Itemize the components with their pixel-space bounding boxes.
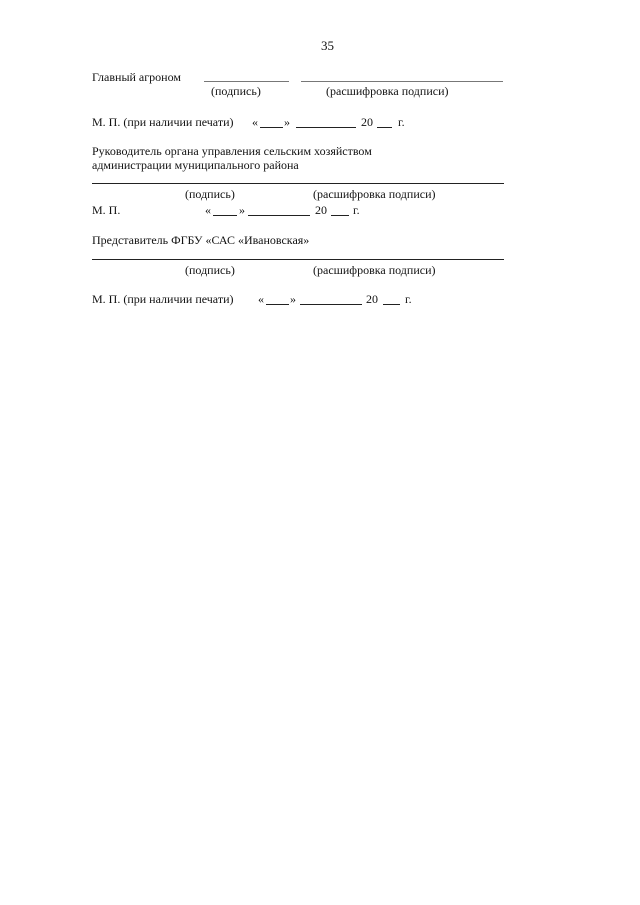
agronomist-decode-line xyxy=(301,81,503,82)
head-date-month-blank xyxy=(248,215,310,216)
date2-open-quote: « xyxy=(258,292,264,306)
rep-role-label: Представитель ФГБУ «САС «Ивановская» xyxy=(92,233,310,247)
head-role-line-1: Руководитель органа управления сельским хозяйством xyxy=(92,144,372,158)
date-close-quote: » xyxy=(284,115,290,129)
agronomist-role-label: Главный агроном xyxy=(92,70,181,84)
date2-close-quote: » xyxy=(290,292,296,306)
head-role-line-2: администрации муниципального района xyxy=(92,158,299,172)
head-sign-caption: (подпись) xyxy=(185,187,235,201)
agronomist-decode-caption: (расшифровка подписи) xyxy=(326,84,449,98)
rep-decode-caption: (расшифровка подписи) xyxy=(313,263,436,277)
stamp-label-2: М. П. (при наличии печати) xyxy=(92,292,234,306)
date-open-quote: « xyxy=(252,115,258,129)
date2-year-prefix: 20 xyxy=(366,292,378,306)
head-date-day-blank xyxy=(213,215,237,216)
date-year-blank xyxy=(377,127,392,128)
head-date-close-quote: » xyxy=(239,203,245,217)
head-date-year-suffix: г. xyxy=(353,203,360,217)
head-signature-line xyxy=(92,183,504,184)
head-stamp-label: М. П. xyxy=(92,203,121,217)
date2-year-suffix: г. xyxy=(405,292,412,306)
date2-day-blank xyxy=(266,304,289,305)
agronomist-sign-caption: (подпись) xyxy=(211,84,261,98)
head-date-open-quote: « xyxy=(205,203,211,217)
rep-sign-caption: (подпись) xyxy=(185,263,235,277)
date-year-suffix: г. xyxy=(398,115,405,129)
rep-signature-line xyxy=(92,259,504,260)
agronomist-signature-line xyxy=(204,81,289,82)
head-date-year-prefix: 20 xyxy=(315,203,327,217)
stamp-label: М. П. (при наличии печати) xyxy=(92,115,234,129)
date2-year-blank xyxy=(383,304,400,305)
date-day-blank xyxy=(260,127,283,128)
head-date-year-blank xyxy=(331,215,349,216)
date-month-blank xyxy=(296,127,356,128)
date-year-prefix: 20 xyxy=(361,115,373,129)
page-number: 35 xyxy=(321,38,334,53)
date2-month-blank xyxy=(300,304,362,305)
head-decode-caption: (расшифровка подписи) xyxy=(313,187,436,201)
